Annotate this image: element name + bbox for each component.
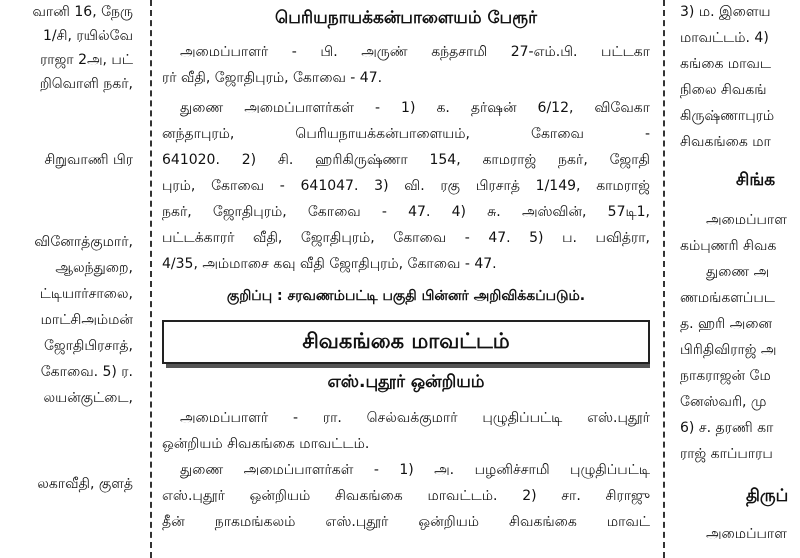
- middle-column: [162, 0, 650, 558]
- right-text-line: 3) ம. இளைய: [680, 4, 771, 20]
- right-text-line: அமைப்பாள: [706, 212, 787, 228]
- paragraph-line: தீன் நாகமங்கலம் எஸ்.புதூர் ஒன்றியம் சிவகங்கை மாவட்: [162, 514, 650, 530]
- section-heading: சிங்க: [736, 170, 776, 190]
- left-text-line: வானி 16, நேரு: [32, 4, 133, 20]
- left-text-line: ராஜா 2அ, பட்: [40, 52, 133, 68]
- paragraph-line: 641020. 2) சி. ஹரிகிருஷ்ணா 154, காமராஜ் நகர், ஜோதி: [162, 152, 650, 168]
- district-banner-title: சிவகங்கை மாவட்டம்: [302, 328, 510, 353]
- paragraph-line: துணை அமைப்பாளர்கள் - 1) க. தர்ஷன் 6/12, விவேகா: [180, 100, 650, 116]
- column-divider-right: [663, 0, 665, 558]
- left-text-line: றிவொளி நகர்,: [39, 76, 133, 92]
- paragraph-line: னந்தாபுரம், பெரியநாயக்கன்பாளையம், கோவை -: [162, 126, 650, 142]
- paragraph-line: அமைப்பாளர் - பி. அருண் கந்தசாமி 27-எம்.பி. பட்டகா: [180, 44, 650, 60]
- paragraph-line: அமைப்பாளர் - ரா. செல்வக்குமார் புழுதிப்பட்டி எஸ்.புதூர்: [180, 410, 650, 426]
- section-heading: திருப்: [746, 486, 789, 506]
- right-text-line: 6) ச. தரணி கா: [680, 420, 774, 436]
- paragraph-line: துணை அமைப்பாளர்கள் - 1) அ. பழனிச்சாமி புழுதிப்பட்டி: [180, 462, 650, 478]
- left-text-line: 1/சி, ரயில்வே: [42, 28, 133, 44]
- paragraph-line: ஒன்றியம் சிவகங்கை மாவட்டம்.: [162, 436, 370, 452]
- left-text-line: கோவை. 5) ர.: [40, 364, 133, 380]
- left-text-line: மாட்சிஅம்மன்: [40, 312, 133, 328]
- left-text-line: சிறுவாணி பிர: [44, 152, 133, 168]
- right-text-line: கம்புணரி சிவக: [680, 238, 777, 254]
- right-text-line: னேஸ்வரி, மு: [680, 394, 767, 410]
- right-text-line: அமைப்பாள: [706, 526, 787, 542]
- right-text-line: நிலை சிவகங்: [680, 82, 767, 98]
- paragraph-line: எஸ்.புதூர் ஒன்றியம் சிவகங்கை மாவட்டம். 2) சா. சிராஜு: [162, 488, 650, 504]
- paragraph-line: 4/35, அம்மாசை கவு வீதி ஜோதிபுரம், கோவை - 47.: [162, 256, 497, 272]
- paragraph-line: புரம், கோவை - 641047. 3) வி. ரகு பிரசாத் 1/149, காமராஜ்: [162, 178, 650, 194]
- left-text-line: ஆலந்துறை,: [55, 260, 133, 276]
- left-text-line: லயன்குட்டை,: [43, 390, 133, 406]
- paragraph-line: நகர், ஜோதிபுரம், கோவை - 47. 4) சு. அஸ்வின், 57டி1,: [162, 204, 650, 220]
- right-text-line: ராஜ் காப்பாரப: [680, 446, 773, 462]
- district-banner: [162, 320, 650, 364]
- paragraph-line: பட்டக்காரர் வீதி, ஜோதிபுரம், கோவை - 47. 5) ப. பவித்ரா,: [162, 230, 650, 246]
- right-text-line: நாகராஜன் மே: [680, 368, 771, 384]
- right-text-line: மாவட்டம். 4): [680, 30, 769, 46]
- left-text-line: வினோத்குமார்,: [34, 234, 133, 250]
- section-heading: எஸ்.புதூர் ஒன்றியம்: [327, 372, 485, 392]
- right-column: [676, 0, 800, 558]
- right-text-line: த. ஹரி அனை: [680, 316, 773, 332]
- paragraph-line: ரர் வீதி, ஜோதிபுரம், கோவை - 47.: [162, 70, 383, 86]
- right-text-line: கிருஷ்ணாபுரம்: [680, 108, 775, 124]
- right-text-line: துணை அ: [706, 264, 770, 280]
- right-text-line: கங்கை மாவட: [680, 56, 771, 72]
- right-text-line: பிரிதிவிராஜ் அ: [680, 342, 777, 358]
- note-line: குறிப்பு : சரவணம்பட்டி பகுதி பின்னர் அறிவிக்கப்படும்.: [226, 288, 586, 304]
- left-column: [0, 0, 137, 558]
- right-text-line: ணமங்களப்பட: [680, 290, 775, 306]
- section-heading: பெரியநாயக்கன்பாளையம் பேரூர்: [275, 8, 537, 28]
- column-divider-left: [150, 0, 152, 558]
- left-text-line: ட்டியார்சாலை,: [39, 286, 133, 302]
- left-text-line: ஜோதிபிரசாத்,: [43, 338, 133, 354]
- left-text-line: லகாவீதி, குளத்: [37, 476, 133, 492]
- right-text-line: சிவகங்கை மா: [680, 134, 771, 150]
